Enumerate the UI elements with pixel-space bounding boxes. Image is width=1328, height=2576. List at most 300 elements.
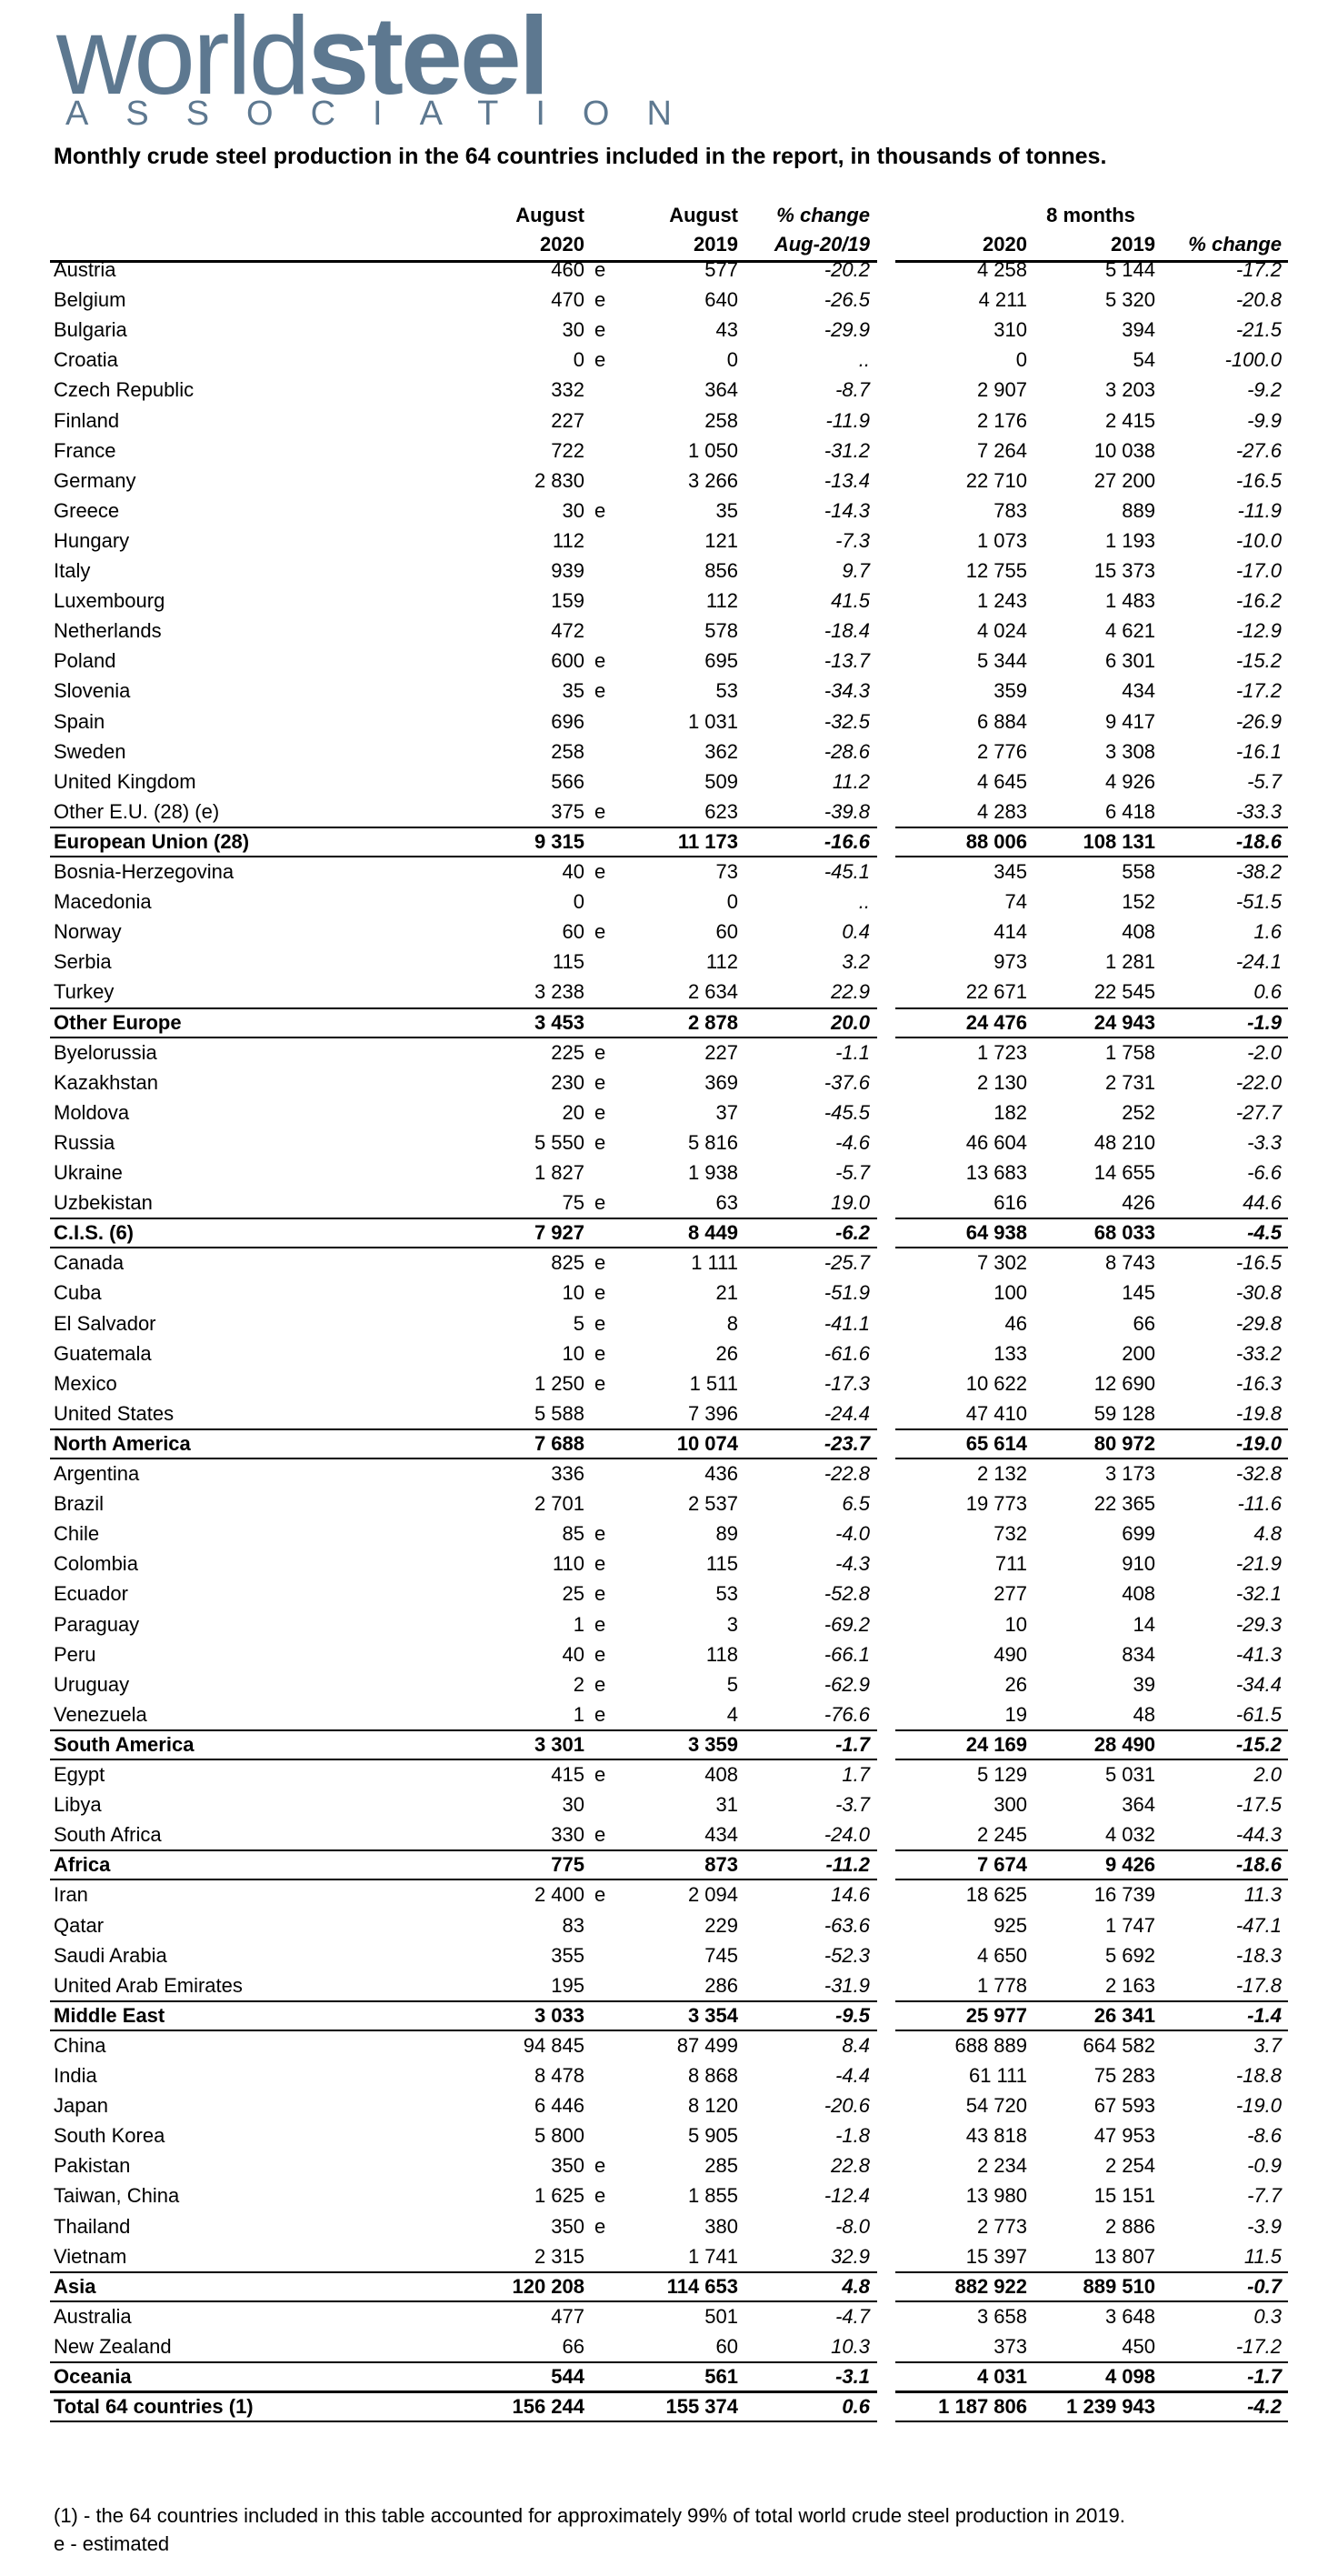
pct-change-value: -11.2 xyxy=(825,1853,870,1877)
ytd-pct-change-value: -100.0 xyxy=(1224,348,1282,372)
ytd-pct-change-value: -10.0 xyxy=(1235,528,1282,552)
august-2019-value: 0 xyxy=(726,890,738,914)
country-name: Cuba xyxy=(54,1281,102,1305)
ytd-2020-value: 61 111 xyxy=(968,2064,1027,2087)
country-name: Other E.U. (28) (e) xyxy=(54,799,220,823)
ytd-2019-value: 1 483 xyxy=(1104,589,1155,613)
august-2020-value: 75 xyxy=(562,1191,584,1215)
ytd-2020-value: 74 xyxy=(1004,890,1027,914)
ytd-2019-value: 15 373 xyxy=(1093,559,1155,582)
table-row xyxy=(0,1518,1328,1546)
august-2020-value: 696 xyxy=(551,709,584,733)
ytd-pct-change-value: 11.3 xyxy=(1243,1883,1282,1907)
country-name: El Salvador xyxy=(54,1311,156,1335)
august-2020-value: 5 550 xyxy=(534,1130,584,1154)
country-name: Qatar xyxy=(54,1913,105,1937)
estimate-flag: e xyxy=(594,2214,606,2238)
august-2019-value: 285 xyxy=(704,2154,738,2178)
pct-change-value: -13.7 xyxy=(824,649,870,673)
table-row xyxy=(0,1609,1328,1637)
ytd-2019-value: 152 xyxy=(1122,890,1155,914)
subtotal-rule-top xyxy=(895,2391,1288,2393)
august-2019-value: 1 050 xyxy=(687,438,738,462)
ytd-2020-value: 1 243 xyxy=(976,589,1027,613)
pct-change-value: -62.9 xyxy=(824,1672,870,1696)
pct-change-value: -45.1 xyxy=(824,860,870,883)
ytd-2020-value: 182 xyxy=(994,1100,1027,1124)
estimate-flag: e xyxy=(594,860,606,883)
ytd-pct-change-value: -30.8 xyxy=(1235,1281,1282,1305)
header-ytd-pct-change: % change xyxy=(1188,233,1282,256)
august-2019-value: 4 xyxy=(726,1702,738,1726)
ytd-2020-value: 19 773 xyxy=(965,1492,1027,1516)
table-row xyxy=(0,1368,1328,1396)
august-2019-value: 873 xyxy=(704,1853,738,1877)
pct-change-value: -61.6 xyxy=(824,1341,870,1365)
ytd-2019-value: 364 xyxy=(1122,1793,1155,1817)
pct-change-value: -76.6 xyxy=(824,1702,870,1726)
august-2020-value: 350 xyxy=(551,2214,584,2238)
pct-change-value: -51.9 xyxy=(824,1281,870,1305)
ytd-2020-value: 2 776 xyxy=(976,739,1027,763)
august-2019-value: 87 499 xyxy=(676,2033,738,2057)
header-ytd-2020: 2020 xyxy=(983,233,1027,256)
table-row xyxy=(0,525,1328,553)
pct-change-value: -23.7 xyxy=(824,1431,870,1455)
pct-change-value: -4.6 xyxy=(835,1130,870,1154)
august-2019-value: 31 xyxy=(715,1793,738,1817)
ytd-2020-value: 310 xyxy=(994,318,1027,342)
august-2019-value: 3 266 xyxy=(687,468,738,492)
pct-change-value: -66.1 xyxy=(824,1642,870,1666)
pct-change-value: 14.6 xyxy=(831,1883,870,1907)
august-2019-value: 1 855 xyxy=(687,2184,738,2208)
ytd-2019-value: 5 320 xyxy=(1104,288,1155,312)
subtotal-rule-top xyxy=(895,1007,1288,1009)
ytd-2020-value: 13 980 xyxy=(965,2184,1027,2208)
table-row xyxy=(0,1157,1328,1185)
pct-change-value: 32.9 xyxy=(831,2244,870,2268)
pct-change-value: -1.1 xyxy=(835,1040,870,1064)
ytd-pct-change-value: -26.9 xyxy=(1235,709,1282,733)
ytd-pct-change-value: -19.0 xyxy=(1235,1431,1282,1455)
ytd-2019-value: 2 731 xyxy=(1104,1070,1155,1094)
august-2019-value: 2 634 xyxy=(687,980,738,1004)
august-2019-value: 577 xyxy=(704,258,738,281)
ytd-2020-value: 6 884 xyxy=(976,709,1027,733)
ytd-2019-value: 15 151 xyxy=(1093,2184,1155,2208)
pct-change-value: -24.4 xyxy=(824,1401,870,1425)
august-2020-value: 1 xyxy=(573,1612,584,1636)
august-2020-value: 6 446 xyxy=(534,2094,584,2118)
ytd-pct-change-value: -16.3 xyxy=(1235,1371,1282,1395)
ytd-2019-value: 48 210 xyxy=(1093,1130,1155,1154)
august-2020-value: 9 315 xyxy=(534,829,584,853)
ytd-pct-change-value: -21.9 xyxy=(1235,1552,1282,1576)
ytd-2020-value: 3 658 xyxy=(976,2304,1027,2328)
ytd-2019-value: 2 415 xyxy=(1104,408,1155,432)
ytd-2019-value: 558 xyxy=(1122,860,1155,883)
ytd-2020-value: 0 xyxy=(1015,348,1027,372)
august-2019-value: 2 878 xyxy=(687,1010,738,1034)
table-row xyxy=(0,886,1328,914)
country-name: Ukraine xyxy=(54,1161,123,1184)
august-2019-value: 745 xyxy=(704,1943,738,1967)
august-2020-value: 350 xyxy=(551,2154,584,2178)
country-name: Thailand xyxy=(54,2214,131,2238)
table-row xyxy=(0,856,1328,884)
august-2020-value: 120 208 xyxy=(512,2274,584,2298)
ytd-2019-value: 10 038 xyxy=(1093,438,1155,462)
ytd-pct-change-value: -27.7 xyxy=(1235,1100,1282,1124)
estimate-flag: e xyxy=(594,1371,606,1395)
ytd-2020-value: 711 xyxy=(994,1552,1027,1576)
table-row xyxy=(0,916,1328,944)
table-row xyxy=(0,736,1328,764)
table-row xyxy=(0,254,1328,282)
august-2019-value: 2 537 xyxy=(687,1492,738,1516)
ytd-2020-value: 54 720 xyxy=(965,2094,1027,2118)
table-row xyxy=(0,976,1328,1004)
ytd-2020-value: 925 xyxy=(994,1913,1027,1937)
august-2020-value: 3 033 xyxy=(534,2003,584,2027)
subtotal-rule-top xyxy=(50,2000,877,2002)
pct-change-value: -32.5 xyxy=(824,709,870,733)
country-name: Chile xyxy=(54,1522,100,1546)
august-2019-value: 7 396 xyxy=(687,1401,738,1425)
august-2019-value: 1 938 xyxy=(687,1161,738,1184)
country-name: Spain xyxy=(54,709,105,733)
pct-change-value: 19.0 xyxy=(831,1191,870,1215)
ytd-pct-change-value: -17.8 xyxy=(1235,1973,1282,1997)
pct-change-value: -34.3 xyxy=(824,679,870,703)
august-2020-value: 3 453 xyxy=(534,1010,584,1034)
august-2019-value: 89 xyxy=(715,1522,738,1546)
ytd-2019-value: 4 621 xyxy=(1104,619,1155,643)
pct-change-value: -13.4 xyxy=(824,468,870,492)
table-row xyxy=(0,2180,1328,2208)
ytd-2019-value: 4 098 xyxy=(1104,2365,1155,2388)
pct-change-value: -17.3 xyxy=(824,1371,870,1395)
august-2020-value: 225 xyxy=(551,1040,584,1064)
ytd-2020-value: 65 614 xyxy=(965,1431,1027,1455)
august-2019-value: 60 xyxy=(715,2334,738,2358)
august-2019-value: 43 xyxy=(715,318,738,342)
estimate-flag: e xyxy=(594,2184,606,2208)
ytd-2020-value: 783 xyxy=(994,498,1027,522)
pct-change-value: -4.7 xyxy=(835,2304,870,2328)
ytd-pct-change-value: -3.3 xyxy=(1247,1130,1282,1154)
ytd-pct-change-value: -15.2 xyxy=(1235,649,1282,673)
ytd-2019-value: 889 510 xyxy=(1083,2274,1155,2298)
ytd-pct-change-value: -1.4 xyxy=(1247,2003,1282,2027)
estimate-flag: e xyxy=(594,1823,606,1847)
august-2019-value: 623 xyxy=(704,799,738,823)
ytd-2019-value: 67 593 xyxy=(1093,2094,1155,2118)
august-2020-value: 2 400 xyxy=(534,1883,584,1907)
estimate-flag: e xyxy=(594,1522,606,1546)
august-2019-value: 21 xyxy=(715,1281,738,1305)
table-row xyxy=(0,1067,1328,1095)
ytd-2019-value: 252 xyxy=(1122,1100,1155,1124)
country-name: Saudi Arabia xyxy=(54,1943,167,1967)
pct-change-value: -5.7 xyxy=(835,1161,870,1184)
ytd-2020-value: 490 xyxy=(994,1642,1027,1666)
august-2020-value: 8 478 xyxy=(534,2064,584,2087)
ytd-pct-change-value: -16.5 xyxy=(1235,468,1282,492)
ytd-2019-value: 68 033 xyxy=(1093,1221,1155,1245)
estimate-flag: e xyxy=(594,258,606,281)
august-2019-value: 364 xyxy=(704,378,738,402)
august-2020-value: 1 xyxy=(573,1702,584,1726)
country-name: Middle East xyxy=(54,2003,165,2027)
ytd-2019-value: 2 254 xyxy=(1104,2154,1155,2178)
august-2020-value: 258 xyxy=(551,739,584,763)
subtotal-rule-top xyxy=(50,2271,877,2273)
ytd-2020-value: 46 xyxy=(1004,1311,1027,1335)
ytd-pct-change-value: -18.6 xyxy=(1235,829,1282,853)
pct-change-value: -69.2 xyxy=(824,1612,870,1636)
ytd-2020-value: 345 xyxy=(994,860,1027,883)
country-name: Africa xyxy=(54,1853,111,1877)
ytd-2020-value: 1 778 xyxy=(976,1973,1027,1997)
ytd-2019-value: 27 200 xyxy=(1093,468,1155,492)
ytd-pct-change-value: -3.9 xyxy=(1247,2214,1282,2238)
estimate-flag: e xyxy=(594,1070,606,1094)
pct-change-value: -26.5 xyxy=(824,288,870,312)
country-name: Uruguay xyxy=(54,1672,130,1696)
table-row xyxy=(0,1879,1328,1907)
august-2020-value: 2 830 xyxy=(534,468,584,492)
august-2020-value: 60 xyxy=(562,920,584,944)
country-name: Japan xyxy=(54,2094,108,2118)
ytd-pct-change-value: -33.2 xyxy=(1235,1341,1282,1365)
august-2019-value: 8 868 xyxy=(687,2064,738,2087)
table-row xyxy=(0,1338,1328,1366)
ytd-2020-value: 13 683 xyxy=(965,1161,1027,1184)
august-2020-value: 83 xyxy=(562,1913,584,1937)
table-subtotal-row xyxy=(0,2270,1328,2299)
country-name: Kazakhstan xyxy=(54,1070,158,1094)
subtotal-rule-top xyxy=(50,1007,877,1009)
country-name: Ecuador xyxy=(54,1582,128,1606)
august-2020-value: 939 xyxy=(551,559,584,582)
august-2020-value: 94 845 xyxy=(523,2033,584,2057)
table-subtotal-row xyxy=(0,2360,1328,2389)
subtotal-rule-top xyxy=(50,1428,877,1430)
august-2019-value: 1 031 xyxy=(687,709,738,733)
ytd-2019-value: 1 281 xyxy=(1104,950,1155,974)
ytd-2019-value: 426 xyxy=(1122,1191,1155,1215)
ytd-pct-change-value: -16.2 xyxy=(1235,589,1282,613)
table-row xyxy=(0,495,1328,523)
ytd-2019-value: 408 xyxy=(1122,1582,1155,1606)
august-2020-value: 25 xyxy=(562,1582,584,1606)
ytd-pct-change-value: -38.2 xyxy=(1235,860,1282,883)
august-2020-value: 566 xyxy=(551,769,584,793)
country-name: Hungary xyxy=(54,528,130,552)
country-name: South Korea xyxy=(54,2124,165,2148)
pct-change-value: 6.5 xyxy=(842,1492,870,1516)
ytd-2020-value: 88 006 xyxy=(965,829,1027,853)
august-2020-value: 5 588 xyxy=(534,1401,584,1425)
ytd-2019-value: 22 545 xyxy=(1093,980,1155,1004)
pct-change-value: -4.3 xyxy=(835,1552,870,1576)
august-2019-value: 380 xyxy=(704,2214,738,2238)
ytd-2019-value: 2 886 xyxy=(1104,2214,1155,2238)
pct-change-value: .. xyxy=(858,348,870,372)
ytd-pct-change-value: -18.3 xyxy=(1235,1943,1282,1967)
table-row xyxy=(0,2330,1328,2359)
ytd-2020-value: 15 397 xyxy=(965,2244,1027,2268)
table-row xyxy=(0,675,1328,703)
pct-change-value: -37.6 xyxy=(824,1070,870,1094)
ytd-2020-value: 688 889 xyxy=(954,2033,1027,2057)
august-2020-value: 775 xyxy=(551,1853,584,1877)
august-2020-value: 10 xyxy=(562,1281,584,1305)
country-name: Libya xyxy=(54,1793,102,1817)
table-row xyxy=(0,2210,1328,2239)
table-row xyxy=(0,645,1328,673)
ytd-pct-change-value: -1.7 xyxy=(1247,2365,1282,2388)
august-2020-value: 2 701 xyxy=(534,1492,584,1516)
estimate-flag: e xyxy=(594,1341,606,1365)
ytd-2019-value: 39 xyxy=(1133,1672,1155,1696)
table-row xyxy=(0,1639,1328,1667)
august-2020-value: 3 301 xyxy=(534,1732,584,1756)
ytd-pct-change-value: -21.5 xyxy=(1235,318,1282,342)
august-2019-value: 112 xyxy=(705,589,738,613)
august-2019-value: 155 374 xyxy=(665,2395,738,2419)
pct-change-value: -9.5 xyxy=(835,2003,870,2027)
august-2019-value: 121 xyxy=(704,528,738,552)
country-name: Byelorussia xyxy=(54,1040,157,1064)
table-row xyxy=(0,1277,1328,1305)
august-2019-value: 114 653 xyxy=(666,2274,738,2298)
august-2020-value: 3 238 xyxy=(534,980,584,1004)
estimate-flag: e xyxy=(594,1763,606,1786)
august-2020-value: 2 xyxy=(573,1672,584,1696)
pct-change-value: -63.6 xyxy=(824,1913,870,1937)
table-row xyxy=(0,1097,1328,1125)
ytd-2020-value: 47 410 xyxy=(965,1401,1027,1425)
ytd-2019-value: 5 031 xyxy=(1104,1763,1155,1786)
subtotal-rule-top xyxy=(50,1218,877,1219)
estimate-flag: e xyxy=(594,1100,606,1124)
country-name: Vietnam xyxy=(54,2244,127,2268)
ytd-2020-value: 300 xyxy=(994,1793,1027,1817)
ytd-pct-change-value: 0.6 xyxy=(1253,980,1282,1004)
ytd-2020-value: 732 xyxy=(994,1522,1027,1546)
estimate-flag: e xyxy=(594,1130,606,1154)
ytd-pct-change-value: -18.8 xyxy=(1235,2064,1282,2087)
august-2019-value: 227 xyxy=(704,1040,738,1064)
table-row xyxy=(0,1548,1328,1576)
country-name: Total 64 countries (1) xyxy=(54,2395,254,2419)
august-2019-value: 436 xyxy=(704,1462,738,1485)
table-subtotal-row xyxy=(0,1217,1328,1245)
pct-change-value: 41.5 xyxy=(831,589,870,613)
subtotal-rule-top xyxy=(50,827,877,828)
ytd-pct-change-value: 1.6 xyxy=(1253,920,1282,944)
august-2019-value: 408 xyxy=(704,1763,738,1786)
table-row xyxy=(0,796,1328,824)
ytd-2019-value: 3 308 xyxy=(1104,739,1155,763)
header-august-2019-line2: 2019 xyxy=(694,233,738,256)
estimate-flag: e xyxy=(594,1552,606,1576)
pct-change-value: -14.3 xyxy=(824,498,870,522)
august-2019-value: 73 xyxy=(715,860,738,883)
country-name: Argentina xyxy=(54,1462,140,1485)
august-2019-value: 0 xyxy=(726,348,738,372)
august-2020-value: 40 xyxy=(562,860,584,883)
ytd-pct-change-value: -4.5 xyxy=(1247,1221,1282,1245)
country-name: Greece xyxy=(54,498,120,522)
august-2019-value: 35 xyxy=(715,498,738,522)
pct-change-value: -6.2 xyxy=(835,1221,870,1245)
table-row xyxy=(0,585,1328,613)
pct-change-value: -39.8 xyxy=(824,799,870,823)
ytd-2019-value: 1 239 943 xyxy=(1066,2395,1155,2419)
country-name: Poland xyxy=(54,649,116,673)
estimate-flag: e xyxy=(594,1281,606,1305)
country-name: European Union (28) xyxy=(54,829,250,853)
pct-change-value: -29.9 xyxy=(824,318,870,342)
country-name: France xyxy=(54,438,116,462)
august-2020-value: 195 xyxy=(551,1973,584,1997)
country-name: Moldova xyxy=(54,1100,130,1124)
ytd-pct-change-value: -20.8 xyxy=(1235,288,1282,312)
ytd-2020-value: 1 723 xyxy=(976,1040,1027,1064)
pct-change-value: -20.2 xyxy=(824,258,870,281)
ytd-2019-value: 28 490 xyxy=(1093,1732,1155,1756)
august-2019-value: 37 xyxy=(715,1100,738,1124)
ytd-2020-value: 4 650 xyxy=(976,1943,1027,1967)
august-2019-value: 509 xyxy=(704,769,738,793)
august-2020-value: 1 250 xyxy=(534,1371,584,1395)
pct-change-value: -16.6 xyxy=(824,829,870,853)
pct-change-value: -8.7 xyxy=(835,378,870,402)
ytd-2019-value: 145 xyxy=(1122,1281,1155,1305)
ytd-pct-change-value: -19.8 xyxy=(1235,1401,1282,1425)
ytd-2019-value: 408 xyxy=(1122,920,1155,944)
august-2019-value: 3 354 xyxy=(687,2003,738,2027)
august-2019-value: 578 xyxy=(704,619,738,643)
august-2019-value: 229 xyxy=(704,1913,738,1937)
august-2019-value: 112 xyxy=(705,950,738,974)
pct-change-value: -11.9 xyxy=(825,408,870,432)
ytd-2020-value: 2 132 xyxy=(976,1462,1027,1485)
august-2020-value: 415 xyxy=(551,1763,584,1786)
ytd-pct-change-value: -4.2 xyxy=(1247,2395,1282,2419)
country-name: Finland xyxy=(54,408,120,432)
country-name: Serbia xyxy=(54,950,112,974)
table-row xyxy=(0,1789,1328,1817)
pct-change-value: -18.4 xyxy=(824,619,870,643)
country-name: Taiwan, China xyxy=(54,2184,180,2208)
table-row xyxy=(0,615,1328,643)
pct-change-value: -22.8 xyxy=(824,1462,870,1485)
country-name: Luxembourg xyxy=(54,589,165,613)
ytd-pct-change-value: -17.0 xyxy=(1235,559,1282,582)
country-name: Venezuela xyxy=(54,1702,147,1726)
ytd-2019-value: 108 131 xyxy=(1083,829,1155,853)
header-pct-change-line2: Aug-20/19 xyxy=(774,233,870,256)
ytd-2019-value: 3 648 xyxy=(1104,2304,1155,2328)
pct-change-value: -4.4 xyxy=(835,2064,870,2087)
table-row xyxy=(0,465,1328,493)
ytd-pct-change-value: -1.9 xyxy=(1247,1010,1282,1034)
